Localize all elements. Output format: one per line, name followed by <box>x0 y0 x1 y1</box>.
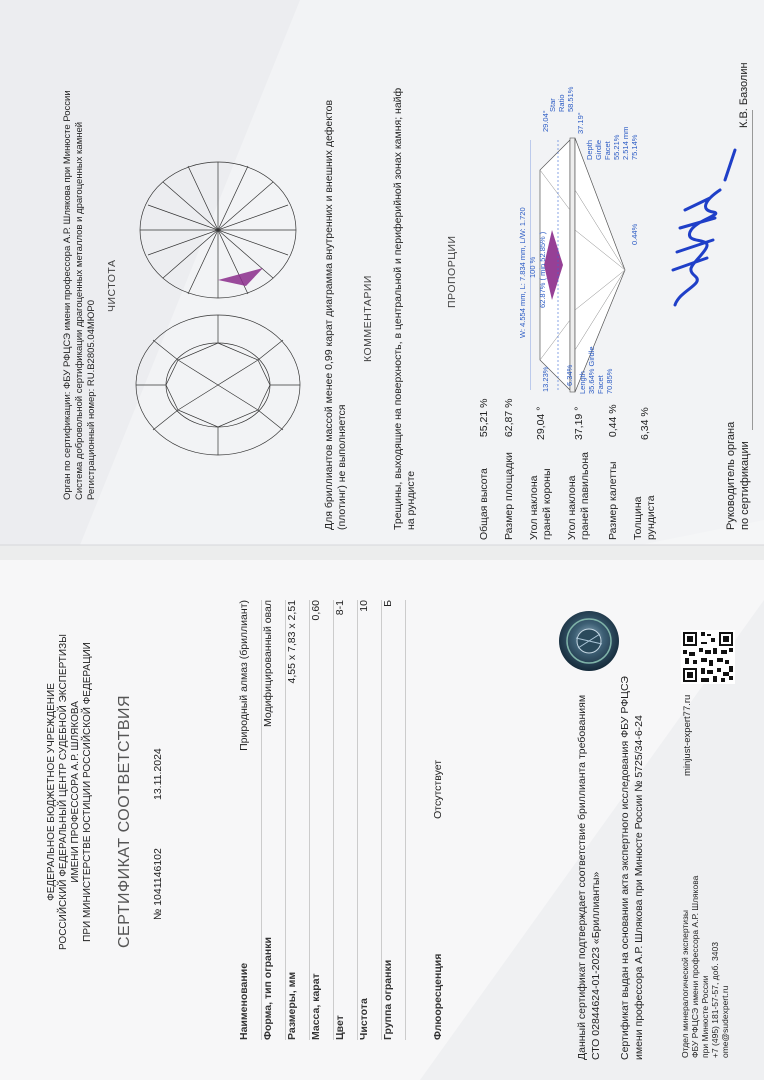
certification-body-line: Орган по сертификации: ФБУ РФЦСЭ имени профессора А.Р. Шлякова при Минюсте России <box>62 90 73 500</box>
comments-heading: КОММЕНТАРИИ <box>362 275 374 362</box>
contact-line: ФБУ РФЦСЭ имени профессора А.Р. Шлякова <box>690 875 700 1058</box>
diagram-girdle-pct: 6.34% <box>565 364 574 386</box>
comments-defects-text <box>392 88 418 530</box>
field-label: Чистота <box>358 998 370 1040</box>
inclusion-mark <box>218 268 263 286</box>
field-row <box>358 600 382 1040</box>
signatory-name: К.В. Базолин <box>738 62 750 128</box>
signatory-position-line: Руководитель органа <box>725 421 737 530</box>
proportion-value: 37,19 ° <box>573 406 585 440</box>
field-label: Флюоресценция <box>432 953 444 1040</box>
diagram-star-ratio <box>548 87 575 112</box>
comments-line: (плотинг) не выполняется <box>336 404 348 530</box>
proportion-value: 29,04 ° <box>535 406 547 440</box>
proportion-label: граней короны <box>541 468 553 540</box>
field-value: Модифицированный овал <box>262 600 274 728</box>
certification-body-line: Система добровольной сертификации драгоценных металлов и драгоценных камней <box>74 121 85 500</box>
diagram-depth-values <box>612 127 639 160</box>
field-value: Природный алмаз (бриллиант) <box>238 600 250 751</box>
signature-line <box>752 110 753 430</box>
proportion-label: Общая высота <box>478 468 490 540</box>
diagram-left-line: 35.64% Girdle <box>587 346 596 394</box>
diagram-left-line: 70.85% <box>605 368 614 394</box>
conformity-line: Данный сертификат подтверждает соответствие бриллианта требованиям <box>576 694 588 1060</box>
certification-body-line: Регистрационный номер: RU.B2805.04МЮР0 <box>86 299 97 500</box>
proportion-row-pavilion-angle <box>566 407 592 540</box>
diagram-star-line: Ratio <box>557 94 566 112</box>
field-value: 4,55 x 7,83 x 2,51 <box>286 600 298 684</box>
field-row <box>406 600 450 1040</box>
comments-plotting-text <box>323 100 349 530</box>
proportions-heading: ПРОПОРЦИИ <box>446 235 458 308</box>
field-value: Б <box>382 600 394 607</box>
contact-email[interactable]: ome@sudexpert.ru <box>720 985 730 1058</box>
diagram-left-block <box>578 346 614 394</box>
diagram-depth-line: Facet <box>603 141 612 160</box>
field-label: Цвет <box>334 1015 346 1040</box>
proportion-row-crown-angle <box>528 407 554 540</box>
field-label: Размеры, мм <box>286 971 298 1040</box>
contact-line: при Минюсте России <box>700 975 710 1058</box>
clarity-heading: ЧИСТОТА <box>106 259 118 312</box>
field-label: Форма, тип огранки <box>262 937 274 1040</box>
field-row <box>238 600 262 1040</box>
organization-header <box>46 582 94 1002</box>
contacts-block <box>680 876 730 1058</box>
diagram-star-line: Star <box>548 98 557 112</box>
field-value: 0,60 <box>310 600 322 621</box>
proportion-label: Угол наклона <box>566 475 578 540</box>
field-row <box>310 600 334 1040</box>
org-line: ИМЕНИ ПРОФЕССОРА А.Р. ШЛЯКОВА <box>70 701 81 883</box>
hologram-seal <box>558 610 620 672</box>
diagram-depth-value: 2.514 mm <box>621 126 630 160</box>
proportion-label: граней павильона <box>579 452 591 540</box>
certification-body-block <box>62 90 98 500</box>
signatory-position-line: по сертификации <box>739 441 751 530</box>
proportion-row-depth <box>478 399 490 540</box>
diagram-table-range: 62.87% ( min 52.85% ) <box>538 231 547 308</box>
proportion-label: Толщина <box>632 496 644 540</box>
qr-code[interactable] <box>681 630 735 684</box>
field-value: Отсутствует <box>432 760 444 819</box>
certificate-date: 13.11.2024 <box>152 748 164 800</box>
conformity-line: СТО 02844624-01-2023 «Бриллианты» <box>590 871 602 1060</box>
proportion-row-girdle <box>632 407 658 540</box>
proportion-value: 6,34 % <box>639 407 651 440</box>
clarity-diagram <box>128 160 308 460</box>
diagram-100pct: 100 % <box>528 256 537 278</box>
comments-line: Трещины, выходящие на поверхность, в центральной и периферийной зонах камня; найф <box>392 87 404 530</box>
field-row <box>334 600 358 1040</box>
signatory-position <box>724 422 752 530</box>
proportion-value: 0,44 % <box>607 404 619 438</box>
diagram-depth-value: 55.21% <box>612 134 621 160</box>
diagram-depth-line: Depth <box>585 139 594 160</box>
proportion-label: Размер калетты <box>607 461 619 540</box>
field-value: 10 <box>358 600 370 612</box>
field-row <box>262 600 286 1040</box>
proportion-value: 62,87 % <box>503 398 515 438</box>
conformity-statement <box>575 695 603 1060</box>
field-value: 8-1 <box>334 600 346 616</box>
contact-line: Отдел минералогической экспертизы <box>680 909 690 1058</box>
diagram-dims: W: 4.554 mm, L: 7.834 mm, L/W: 1.720 <box>518 207 527 338</box>
proportion-row-culet <box>607 404 619 540</box>
certificate-fields <box>238 600 450 1040</box>
comments-line: Для бриллиантов массой менее 0,99 карат диаграмма внутренних и внешних дефектов <box>323 99 335 530</box>
proportion-value: 55,21 % <box>478 398 490 438</box>
field-label: Группа огранки <box>382 959 394 1040</box>
diagram-crown-angle: 29.04° <box>541 110 550 132</box>
certificate-title: СЕРТИФИКАТ СООТВЕТСТВИЯ <box>116 694 133 948</box>
proportion-label: Угол наклона <box>528 475 540 540</box>
handwritten-signature <box>665 140 745 310</box>
org-line: РОССИЙСКИЙ ФЕДЕРАЛЬНЫЙ ЦЕНТР СУДЕБНОЙ ЭКСПЕРТИЗЫ <box>58 634 69 951</box>
comments-line: на рундисте <box>405 470 417 530</box>
field-label: Масса, карат <box>310 973 322 1040</box>
field-row <box>286 600 310 1040</box>
diagram-left-line: Facet <box>596 375 605 394</box>
proportion-label: рундиста <box>645 495 657 540</box>
diagram-depth-block <box>585 140 612 160</box>
proportion-row-table <box>503 399 515 540</box>
website-link[interactable]: minjust-expert77.ru <box>682 694 693 776</box>
contact-phone: +7 (495) 181-57-57, доб. 3403 <box>710 942 720 1058</box>
certificate-number: № 1041146102 <box>152 848 164 920</box>
diagram-pavilion-angle: 37.19° <box>576 112 585 134</box>
issued-basis-statement <box>618 676 646 1060</box>
diagram-depth-line: Girdle <box>594 139 603 160</box>
diagram-left-line: Length <box>578 371 587 394</box>
issued-line: имени профессора А.Р. Шлякова при Минюсте России № 5725/34-6-24 <box>633 715 645 1060</box>
diagram-culet: 0.44% <box>630 223 639 245</box>
field-label: Наименование <box>238 962 250 1040</box>
proportion-label: Размер площадки <box>503 452 515 540</box>
field-row <box>382 600 406 1040</box>
diagram-depth-value: 75.14% <box>630 134 639 160</box>
org-line: ФЕДЕРАЛЬНОЕ БЮДЖЕТНОЕ УЧРЕЖДЕНИЕ <box>46 683 57 901</box>
diagram-crown-pct: 13.23% <box>541 366 550 392</box>
issued-line: Сертификат выдан на основании акта экспертного исследования ФБУ РФЦСЭ <box>619 676 631 1060</box>
diagram-star-line: 58.51% <box>566 86 575 112</box>
org-line: ПРИ МИНИСТЕРСТВЕ ЮСТИЦИИ РОССИЙСКОЙ ФЕДЕРАЦИИ <box>82 642 93 942</box>
